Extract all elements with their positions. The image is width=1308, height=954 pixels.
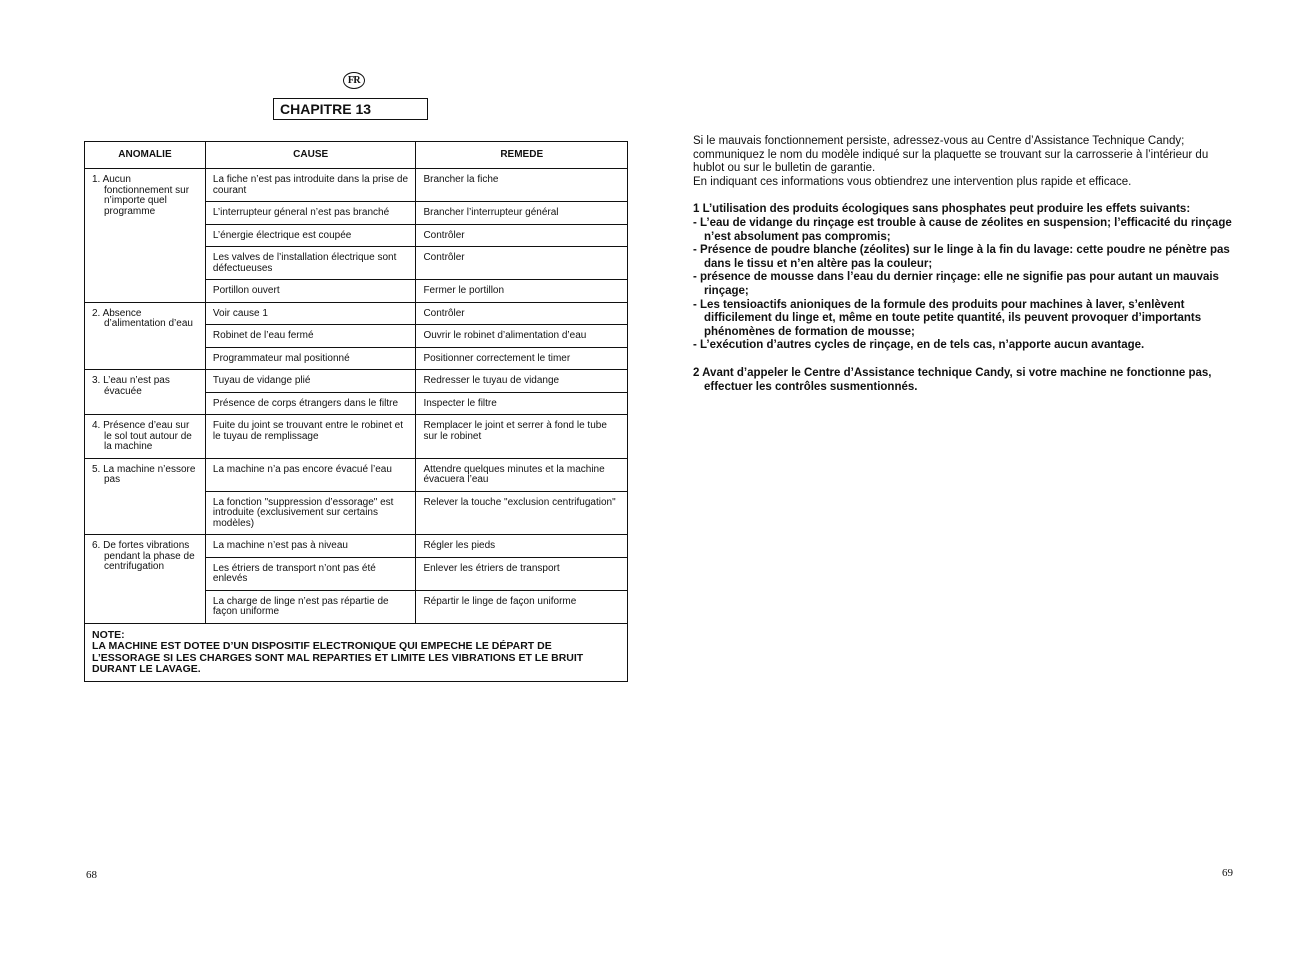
anomaly-cell — [85, 370, 206, 415]
remedy-cell: Répartir le linge de façon uniforme — [416, 590, 628, 623]
anomaly-text: 1. Aucun fonctionnement sur n’importe quel programme — [92, 174, 190, 217]
remedy-cell: Brancher l’interrupteur général — [416, 202, 628, 225]
cause-cell: Tuyau de vidange plié — [205, 370, 416, 393]
note-row — [85, 623, 628, 681]
remedy-cell: Brancher la fiche — [416, 169, 628, 202]
troubleshooting-table — [84, 141, 628, 682]
remedy-cell: Redresser le tuyau de vidange — [416, 370, 628, 393]
intro-paragraph: Si le mauvais fonctionnement persiste, adressez-vous au Centre d’Assistance Technique Candy; communiquez le nom du modèle indiqué sur la plaquette se trouvant sur la carrosserie à l’intérieur du hublot ou sur le bulletin de garantie. — [693, 135, 1209, 175]
anomaly-text: 3. L’eau n’est pas évacuée — [92, 375, 170, 397]
remedy-cell: Attendre quelques minutes et la machine évacuera l’eau — [416, 458, 628, 491]
table-row — [85, 370, 628, 393]
remedy-cell: Ouvrir le robinet d’alimentation d’eau — [416, 325, 628, 348]
remedy-cell: Contrôler — [416, 247, 628, 280]
right-column — [693, 135, 1238, 394]
header-cause: CAUSE — [205, 142, 416, 169]
cause-cell: Robinet de l’eau fermé — [205, 325, 416, 348]
anomaly-cell — [85, 535, 206, 624]
cause-cell: L’énergie électrique est coupée — [205, 224, 416, 247]
point-2: 2 Avant d’appeler le Centre d’Assistance technique Candy, si votre machine ne fonctionne pas, effectuer les contrôles susmentionnés. — [693, 366, 1212, 393]
remedy-cell: Contrôler — [416, 302, 628, 325]
intro-paragraph-2: En indiquant ces informations vous obtiendrez une intervention plus rapide et efficace. — [693, 175, 1132, 188]
remedy-cell: Remplacer le joint et serrer à fond le tube sur le robinet — [416, 415, 628, 459]
cause-cell: L’interrupteur géneral n’est pas branché — [205, 202, 416, 225]
table-header-row — [85, 142, 628, 169]
table-row — [85, 415, 628, 459]
page-number-right: 69 — [1222, 867, 1233, 879]
cause-cell: La fiche n’est pas introduite dans la prise de courant — [205, 169, 416, 202]
cause-cell: La machine n’a pas encore évacué l’eau — [205, 458, 416, 491]
remedy-cell: Positionner correctement le timer — [416, 347, 628, 370]
cause-cell: Portillon ouvert — [205, 280, 416, 303]
cause-cell: La charge de linge n’est pas répartie de façon uniforme — [205, 590, 416, 623]
header-anomalie: ANOMALIE — [85, 142, 206, 169]
point-1-item: - Présence de poudre blanche (zéolites) sur le linge à la fin du lavage: cette poudre ne pénètre pas dans le tissu et n’en altère pas la couleur; — [693, 244, 1230, 270]
anomaly-text: 5. La machine n’essore pas — [92, 463, 196, 485]
point-1-title: 1 L’utilisation des produits écologiques sans phosphates peut produire les effets suivants: — [693, 203, 1191, 216]
remedy-cell: Fermer le portillon — [416, 280, 628, 303]
cause-cell: Voir cause 1 — [205, 302, 416, 325]
table-row — [85, 458, 628, 491]
cause-cell: Les étriers de transport n’ont pas été enlevés — [205, 557, 416, 590]
remedy-cell: Contrôler — [416, 224, 628, 247]
anomaly-text: 6. De fortes vibrations pendant la phase de centrifugation — [92, 540, 195, 572]
cause-cell: La machine n’est pas à niveau — [205, 535, 416, 558]
cause-cell: La fonction "suppression d’essorage" est introduite (exclusivement sur certains modèles) — [205, 491, 416, 535]
remedy-cell: Inspecter le filtre — [416, 392, 628, 415]
table-row — [85, 169, 628, 202]
anomaly-cell — [85, 302, 206, 370]
language-badge: FR — [343, 72, 365, 89]
cause-cell: Programmateur mal positionné — [205, 347, 416, 370]
anomaly-text: 2. Absence d’alimentation d’eau — [92, 307, 193, 329]
point-1-item: - L’eau de vidange du rinçage est trouble à cause de zéolites en suspension; l’efficacité du rinçage n’est absolument pas compromis; — [693, 216, 1232, 243]
cause-cell: Fuite du joint se trouvant entre le robinet et le tuyau de remplissage — [205, 415, 416, 459]
remedy-cell: Enlever les étriers de transport — [416, 557, 628, 590]
note-title: NOTE: — [92, 628, 125, 641]
point-1-item: - présence de mousse dans l’eau du dernier rinçage: elle ne signifie pas pour autant un mauvais rinçage; — [693, 271, 1219, 297]
chapter-title: CHAPITRE 13 — [273, 98, 428, 120]
note-cell — [85, 623, 628, 681]
point-1-item: - L’exécution d’autres cycles de rinçage, en de tels cas, n’apporte aucun avantage. — [693, 339, 1145, 352]
remedy-cell: Régler les pieds — [416, 535, 628, 558]
table-row — [85, 302, 628, 325]
cause-cell: Présence de corps étrangers dans le filtre — [205, 392, 416, 415]
anomaly-cell — [85, 415, 206, 459]
page-number-left: 68 — [86, 869, 97, 881]
point-1-item: - Les tensioactifs anioniques de la formule des produits pour machines à laver, s’enlèvent difficilement du linge et, même en toute petite quantité, ils peuvent provoquer d’importants phénomènes de formation de mousse; — [693, 298, 1202, 338]
anomaly-text: 4. Présence d’eau sur le sol tout autour de la machine — [92, 420, 192, 452]
header-remede: REMEDE — [416, 142, 628, 169]
table-row — [85, 535, 628, 558]
anomaly-cell — [85, 169, 206, 303]
anomaly-cell — [85, 458, 206, 535]
cause-cell: Les valves de l’installation électrique sont défectueuses — [205, 247, 416, 280]
remedy-cell: Relever la touche "exclusion centrifugation" — [416, 491, 628, 535]
note-text: LA MACHINE EST DOTEE D’UN DISPOSITIF ELECTRONIQUE QUI EMPECHE LE DÉPART DE L’ESSORAGE SI LES CHARGES SONT MAL REPARTIES ET LIMITE LES VIBRATIONS ET LE BRUIT DURANT LE LAVAGE. — [92, 640, 584, 676]
